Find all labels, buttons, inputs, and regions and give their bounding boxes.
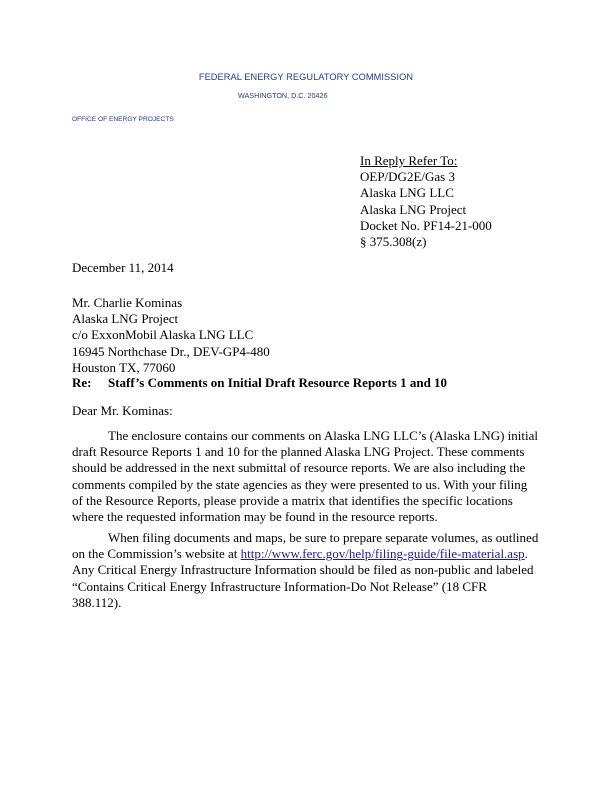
- agency-name: FEDERAL ENERGY REGULATORY COMMISSION: [198, 72, 414, 82]
- paragraph-line: of the Resource Reports, please provide a matrix that identifies the specific locations: [72, 492, 513, 508]
- paragraph-line: The enclosure contains our comments on Alaska LNG LLC’s (Alaska LNG) initial: [108, 428, 538, 443]
- paragraph-line: “Contains Critical Energy Infrastructure Information-Do Not Release” (18 CFR: [72, 578, 487, 594]
- paragraph-line: where the requested information may be found in the resource reports.: [72, 509, 438, 525]
- reply-refer-to-label: In Reply Refer To:: [360, 153, 458, 168]
- paragraph-line: draft Resource Reports 1 and 10 for the planned Alaska LNG Project. These comments: [72, 444, 525, 460]
- paragraph-line: Any Critical Energy Infrastructure Information should be filed as non-public and labeled: [72, 562, 534, 578]
- salutation: Dear Mr. Kominas:: [72, 403, 173, 418]
- address-line: Alaska LNG Project: [72, 311, 179, 327]
- paragraph-line: 388.112).: [72, 594, 122, 610]
- reply-line: Alaska LNG Project: [360, 201, 467, 217]
- filing-guide-link[interactable]: http://www.ferc.gov/help/filing-guide/file-material.asp: [240, 546, 525, 562]
- subject-text: Staff’s Comments on Initial Draft Resource Reports 1 and 10: [108, 375, 448, 390]
- reply-line: OEP/DG2E/Gas 3: [360, 169, 455, 185]
- paragraph-line: When filing documents and maps, be sure to prepare separate volumes, as outlined: [108, 530, 539, 545]
- reply-line: Alaska LNG LLC: [360, 185, 454, 201]
- subject-label: Re:: [72, 375, 92, 390]
- recipient-address: [72, 295, 270, 376]
- link-suffix: .: [524, 546, 528, 562]
- paragraph-line-with-link: [72, 546, 542, 562]
- reply-line: Docket No. PF14-21-000: [360, 217, 492, 233]
- body-paragraph-2: [72, 530, 542, 611]
- body-paragraph-1: [72, 428, 542, 525]
- link-prefix: on the Commission’s website at: [72, 546, 241, 562]
- office-name: OFFICE OF ENERGY PROJECTS: [72, 116, 174, 123]
- address-line: c/o ExxonMobil Alaska LNG LLC: [72, 327, 254, 343]
- address-line: Houston TX, 77060: [72, 359, 176, 375]
- letter-date: December 11, 2014: [72, 260, 174, 275]
- subject-line: [72, 375, 447, 391]
- paragraph-line: should be addressed in the next submittal of resource reports. We are also including the: [72, 460, 526, 476]
- paragraph-line: comments compiled by the state agencies as they were presented to us. With your filing: [72, 476, 528, 492]
- reply-line: § 375.308(z): [360, 234, 427, 250]
- reply-reference-block: [360, 153, 492, 250]
- address-line: Mr. Charlie Kominas: [72, 295, 183, 310]
- agency-city: WASHINGTON, D.C. 20426: [238, 91, 328, 100]
- address-line: 16945 Northchase Dr., DEV-GP4-480: [72, 343, 270, 359]
